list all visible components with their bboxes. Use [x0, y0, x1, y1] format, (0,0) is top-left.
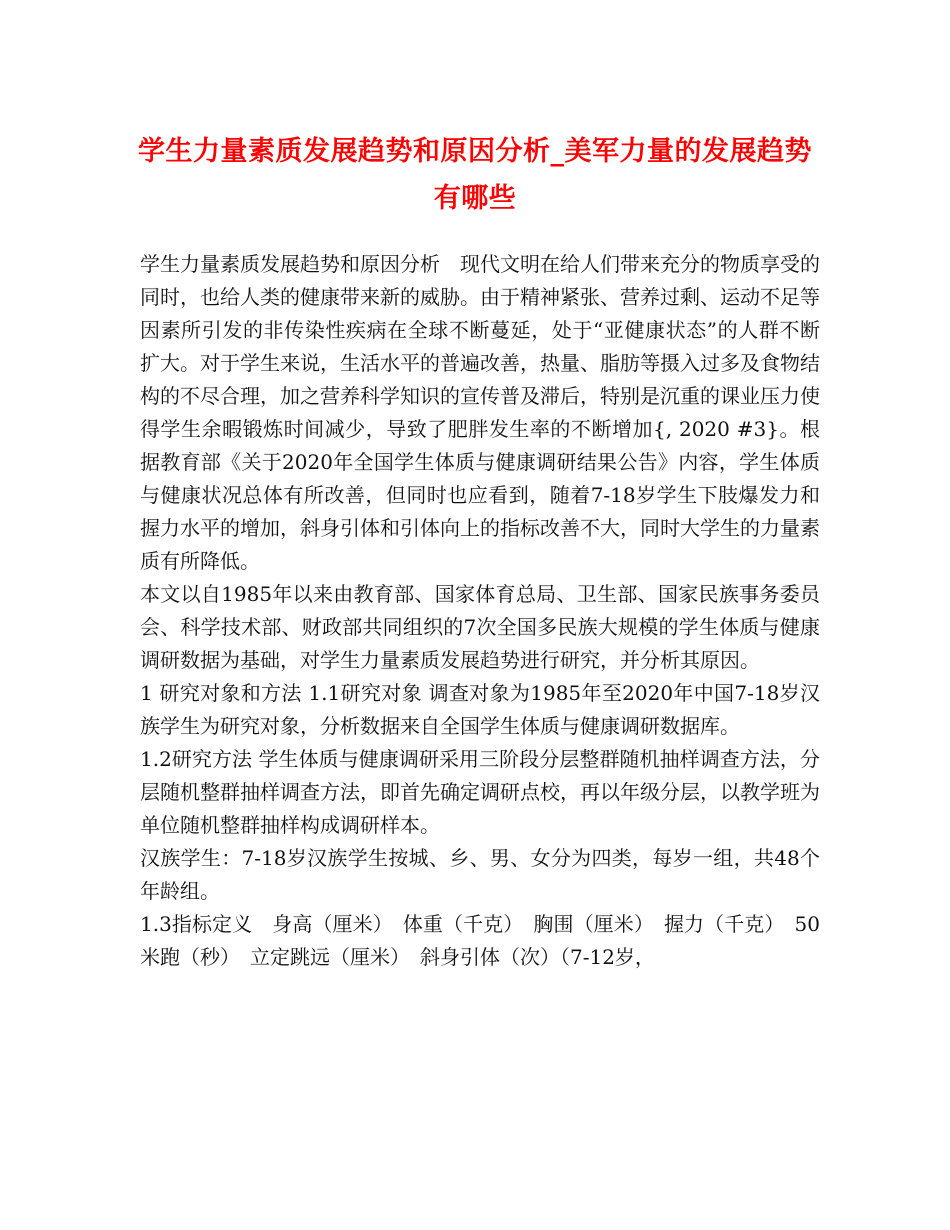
paragraph-data-source: 本文以自1985年以来由教育部、国家体育总局、卫生部、国家民族事务委员会、科学技术部、财政部共同组织的7次全国多民族大规模的学生体质与健康调研数据为基础，对学生力量素质发展趋势进行研究，并分析其原因。	[140, 582, 820, 672]
paragraph-research-subjects: 1 研究对象和方法 1.1研究对象 调查对象为1985年至2020年中国7-18岁汉族学生为研究对象，分析数据来自全国学生体质与健康调研数据库。	[140, 681, 820, 738]
document-title: 学生力量素质发展趋势和原因分析_美军力量的发展趋势有哪些	[138, 136, 812, 214]
paragraph-intro: 学生力量素质发展趋势和原因分析 现代文明在给人们带来充分的物质享受的同时，也给人类的健康带来新的威胁。由于精神紧张、营养过剩、运动不足等因素所引发的非传染性疾病在全球不断蔓延，处于“亚健康状态”的人群不断扩大。对于学生来说，生活水平的普遍改善，热量、脂肪等摄入过多及食物结构的不尽合理，加之营养科学知识的宣传普及滞后，特别是沉重的课业压力使得学生余暇锻炼时间减少，导致了肥胖发生率的不断增加{, 2020 #3}。根据教育部《关于2020年全国学生体质与健康调研结果公告》内容，学生体质与健康状况总体有所改善，但同时也应看到，随着7-18岁学生下肢爆发力和握力水平的增加，斜身引体和引体向上的指标改善不大，同时大学生的力量素质有所降低。	[140, 252, 820, 573]
paragraph-han-students: 汉族学生：7-18岁汉族学生按城、乡、男、女分为四类，每岁一组，共48个年龄组。	[140, 846, 820, 903]
document-body	[140, 248, 820, 974]
paragraph-research-methods: 1.2研究方法 学生体质与健康调研采用三阶段分层整群随机抽样调查方法，分层随机整群抽样调查方法，即首先确定调研点校，再以年级分层，以教学班为单位随机整群抽样构成调研样本。	[140, 747, 820, 837]
paragraph-indicator-definitions: 1.3指标定义 身高（厘米） 体重（千克） 胸围（厘米） 握力（千克） 50米跑（秒） 立定跳远（厘米） 斜身引体（次）（7-12岁，	[140, 912, 820, 969]
